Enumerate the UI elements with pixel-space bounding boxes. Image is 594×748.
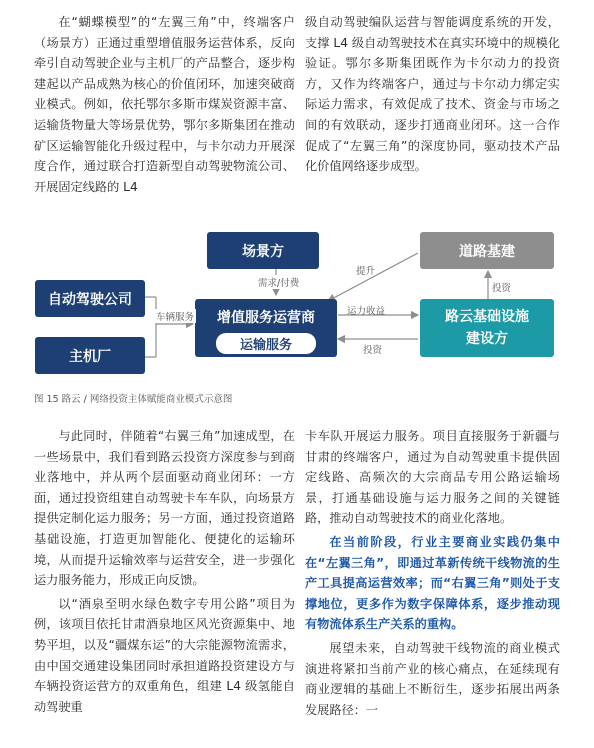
paragraph: 卡车队开展运力服务。项目直接服务于新疆与甘肃的终端客户，通过为自动驾驶重卡提供固定线路、高频次的大宗商品专用公路运输场景，打通基础设施与运力服务之间的关键链路，推动自动驾驶技术的商业化落地。 (305, 429, 560, 526)
ad-company-box: 自动驾驶公司 (35, 280, 145, 317)
operator-box: 增值服务运营商 运输服务 (195, 299, 337, 357)
text-column-top-right (305, 12, 560, 177)
label-raise: 提升 (356, 266, 376, 277)
paragraph: 级自动驾驶编队运营与智能调度系统的开发，支撑 L4 级自动驾驶技术在真实环境中的规模化验证。鄂尔多斯集团既作为卡尔动力的投资方，又作为终端客户，通过与卡尔动力绑定实际运力需求，有效促成了技术、资金与市场之间的有效联动，逐步打通商业闭环。这一合作促成了“左翼三角”的深度协同，驱动技术产品化价值网络逐步成型。 (305, 15, 560, 174)
label-invest-operator: 投资 (363, 345, 383, 356)
paragraph: 展望未来，自动驾驶干线物流的商业模式演进将紧扣当前产业的核心痛点，在延续现有商业逻辑的基础上不断衍生，逐步拓展出两条发展路径：一 (305, 640, 560, 717)
paragraph: 在“蝴蝶模型”的“左翼三角”中，终端客户（场景方）正通过重塑增值服务运营体系，反向牵引自动驾驶企业与主机厂的产品整合，逐步构建起以产品成熟为核心的价值闭环，加速突破商业模式。例如，依托鄂尔多斯市煤炭资源丰富、运输货物量大等场景优势，鄂尔多斯集团在推动矿区运输智能化升级过程中，与卡尔动力开展深度合作，通过联合打造新型自动驾驶物流公司、开展固定线路的 L4 (34, 15, 295, 194)
text-column-bottom-right (305, 426, 560, 720)
transport-pill: 运输服务 (216, 333, 316, 354)
roadcloud-box: 路云基础设施 建设方 (420, 299, 554, 357)
label-fleet: 车辆服务 (154, 309, 196, 323)
highlighted-paragraph: 在当前阶段，行业主要商业实践仍集中在“左翼三角”，即通过革新传统干线物流的生产工具提高运营效率；而“右翼三角”则处于支撑地位，更多作为数字保障体系，逐步推动现有物流体系生产关系的重构。 (305, 534, 560, 632)
label-capacity: 运力收益 (347, 306, 386, 317)
scene-box: 场景方 (207, 232, 319, 269)
text-column-bottom-left (34, 426, 295, 717)
paragraph: 以“酒泉至明水绿色数字专用公路”项目为例，该项目依托甘肃酒泉地区风光资源集中、地势平坦，以及“疆煤东运”的大宗能源物流需求，由中国交通建设集团同时承担道路投资建设方与车辆投资运营方的双重角色，组建 L4 级氢能自动驾驶重 (34, 596, 295, 714)
text-column-top-left (34, 12, 295, 197)
oem-box: 主机厂 (35, 337, 145, 374)
business-model-diagram (30, 227, 566, 367)
arrow-raise (328, 253, 418, 301)
label-invest-road: 投资 (492, 283, 512, 294)
road-infra-box: 道路基建 (420, 232, 554, 269)
label-demand: 需求/付费 (256, 275, 301, 289)
paragraph: 与此同时，伴随着“右翼三角”加速成型，在一些场景中，我们看到路云投资方深度参与到商业落地中，并从两个层面驱动商业闭环：一方面，通过投资组建自动驾驶卡车车队，向场景方提供定制化运力服务；另一方面，通过投资道路基础设施，打造更加智能化、便捷化的运输环境，从而提升运输效率与运营安全，进一步强化运力服务能力，形成正向反馈。 (34, 429, 295, 588)
figure-caption: 图 15 路云 / 网络投资主体赋能商业模式示意图 (34, 394, 233, 405)
